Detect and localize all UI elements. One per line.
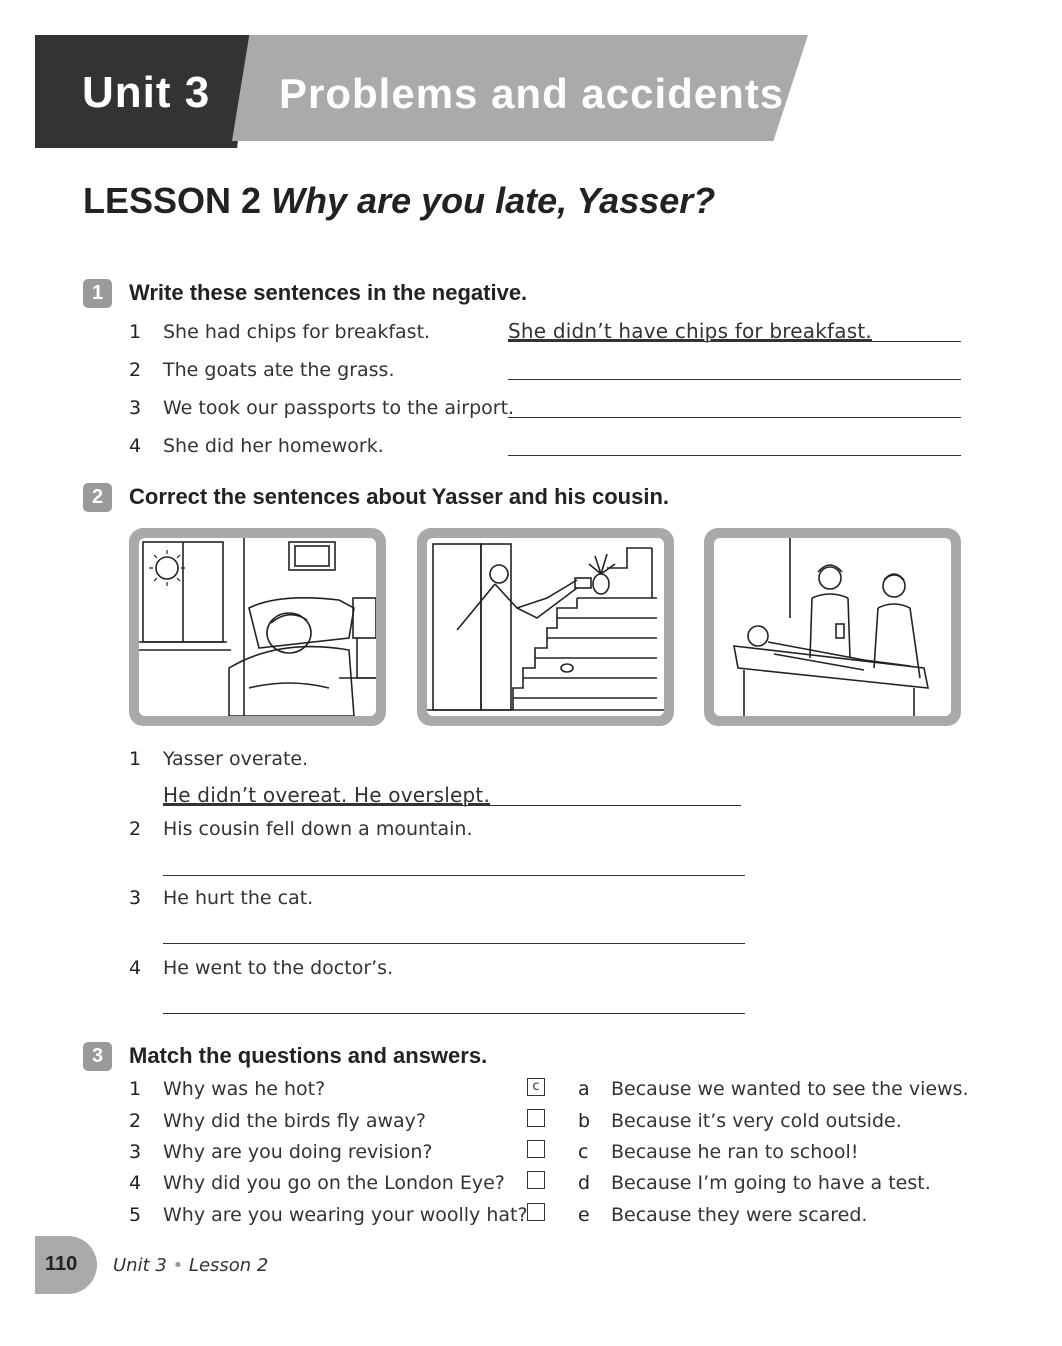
answer-line[interactable] <box>508 417 961 418</box>
answer-line[interactable] <box>163 943 745 944</box>
unit-title: Problems and accidents <box>279 70 785 117</box>
item-text: She did her homework. <box>163 435 384 457</box>
footer-breadcrumb <box>113 1255 268 1276</box>
question-text: Why did the birds fly away? <box>163 1110 426 1132</box>
falling-illustration <box>427 538 664 716</box>
item-text: Yasser overate. <box>163 748 309 770</box>
doctor-illustration <box>714 538 951 716</box>
section-number-badge: 2 <box>83 483 112 512</box>
answer-letter: a <box>578 1078 590 1100</box>
sleeping-illustration <box>139 538 376 716</box>
answer-letter: b <box>578 1110 591 1132</box>
lesson-label: LESSON 2 <box>83 180 262 221</box>
answer-line[interactable] <box>508 455 961 456</box>
answer-letter: d <box>578 1172 591 1194</box>
item-text: He went to the doctor’s. <box>163 957 394 979</box>
answer-box[interactable] <box>527 1109 545 1127</box>
answer-box[interactable] <box>527 1140 545 1158</box>
page-number: 110 <box>45 1253 78 1275</box>
section-number-badge: 1 <box>83 279 112 308</box>
answer-line[interactable] <box>163 1013 745 1014</box>
footer-unit: Unit 3 <box>113 1255 167 1276</box>
question-text: Why are you doing revision? <box>163 1141 433 1163</box>
question-number: 3 <box>129 1141 142 1163</box>
item-text: She had chips for breakfast. <box>163 321 431 343</box>
item-text: We took our passports to the airport. <box>163 397 515 419</box>
question-number: 5 <box>129 1204 142 1226</box>
answer-line[interactable] <box>163 805 741 806</box>
item-number: 3 <box>129 887 142 909</box>
section-title: Write these sentences in the negative. <box>129 280 528 305</box>
answer-box[interactable]: c <box>527 1078 545 1096</box>
item-number: 4 <box>129 435 142 457</box>
answer-handwritten: He didn’t overeat. He overslept. <box>163 783 491 807</box>
item-text: His cousin fell down a mountain. <box>163 818 473 840</box>
unit-label: Unit 3 <box>82 68 211 117</box>
answer-text: Because I’m going to have a test. <box>611 1172 931 1194</box>
answer-line[interactable] <box>508 341 961 342</box>
item-number: 2 <box>129 818 142 840</box>
question-number: 4 <box>129 1172 142 1194</box>
item-number: 4 <box>129 957 142 979</box>
boy-falling-down-stairs-picture <box>417 528 674 726</box>
question-text: Why did you go on the London Eye? <box>163 1172 505 1194</box>
boy-at-doctor-picture <box>704 528 961 726</box>
answer-box[interactable] <box>527 1203 545 1221</box>
question-number: 2 <box>129 1110 142 1132</box>
section-number-badge: 3 <box>83 1042 112 1071</box>
answer-text: Because they were scared. <box>611 1204 868 1226</box>
item-text: The goats ate the grass. <box>163 359 395 381</box>
answer-text: Because he ran to school! <box>611 1141 859 1163</box>
question-text: Why was he hot? <box>163 1078 326 1100</box>
question-number: 1 <box>129 1078 142 1100</box>
lesson-heading <box>83 180 715 222</box>
section-title: Correct the sentences about Yasser and his cousin. <box>129 484 669 509</box>
answer-box[interactable] <box>527 1171 545 1189</box>
question-text: Why are you wearing your woolly hat? <box>163 1204 528 1226</box>
item-number: 3 <box>129 397 142 419</box>
answer-line[interactable] <box>508 379 961 380</box>
boy-sleeping-in-bed-picture <box>129 528 386 726</box>
answer-line[interactable] <box>163 875 745 876</box>
item-number: 2 <box>129 359 142 381</box>
item-number: 1 <box>129 321 142 343</box>
section-title: Match the questions and answers. <box>129 1043 488 1068</box>
item-number: 1 <box>129 748 142 770</box>
footer-separator: • <box>172 1255 184 1276</box>
lesson-subtitle: Why are you late, Yasser? <box>271 180 716 221</box>
footer-lesson: Lesson 2 <box>188 1255 269 1276</box>
answer-handwritten: She didn’t have chips for breakfast. <box>508 319 872 343</box>
answer-letter: e <box>578 1204 590 1226</box>
answer-text: Because it’s very cold outside. <box>611 1110 902 1132</box>
answer-letter: c <box>578 1141 589 1163</box>
answer-text: Because we wanted to see the views. <box>611 1078 969 1100</box>
item-text: He hurt the cat. <box>163 887 314 909</box>
